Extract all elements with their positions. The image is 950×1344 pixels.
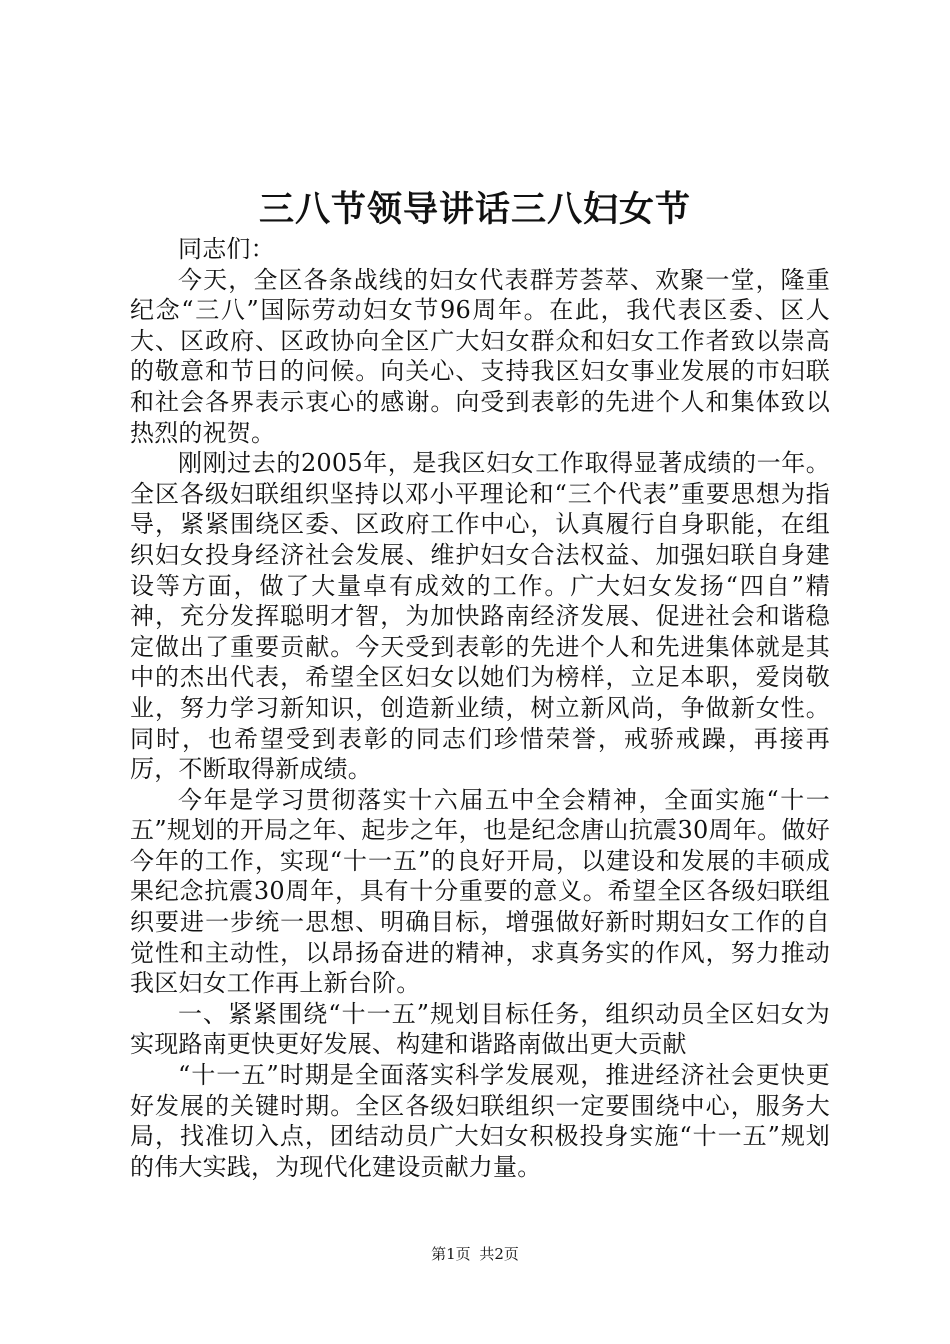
- page-number-footer: 第1页 共2页: [431, 1245, 519, 1263]
- document-body: [130, 234, 830, 1182]
- document-title: 三八节领导讲话三八妇女节: [258, 190, 691, 230]
- paragraph-1: 今天，全区各条战线的妇女代表群芳荟萃、欢聚一堂，隆重纪念“三八”国际劳动妇女节96周年。在此，我代表区委、区人大、区政府、区政协向全区广大妇女群众和妇女工作者致以崇高的敬意和节日的问候。向关心、支持我区妇女事业发展的市妇联和社会各界表示衷心的感谢。向受到表彰的先进个人和集体致以热烈的祝贺。: [130, 265, 830, 447]
- salutation: 同志们：: [178, 235, 275, 263]
- paragraph-2: 刚刚过去的2005年，是我区妇女工作取得显著成绩的一年。全区各级妇联组织坚持以邓小平理论和“三个代表”重要思想为指导，紧紧围绕区委、区政府工作中心，认真履行自身职能，在组织妇女投身经济社会发展、维护妇女合法权益、加强妇联自身建设等方面，做了大量卓有成效的工作。广大妇女发扬“四自”精神，充分发挥聪明才智，为加快路南经济发展、促进社会和谐稳定做出了重要贡献。今天受到表彰的先进个人和先进集体就是其中的杰出代表，希望全区妇女以她们为榜样，立足本职，爱岗敬业，努力学习新知识，创造新业绩，树立新风尚，争做新女性。同时，也希望受到表彰的同志们珍惜荣誉，戒骄戒躁，再接再厉，不断取得新成绩。: [130, 449, 830, 784]
- section-heading-1: 一、紧紧围绕“十一五”规划目标任务，组织动员全区妇女为实现路南更快更好发展、构建和谐路南做出更大贡献: [130, 999, 830, 1059]
- paragraph-4: “十一五”时期是全面落实科学发展观，推进经济社会更快更好发展的关键时期。全区各级妇联组织一定要围绕中心，服务大局，找准切入点，团结动员广大妇女积极投身实施“十一五”规划的伟大实践，为现代化建设贡献力量。: [130, 1061, 830, 1181]
- paragraph-3: 今年是学习贯彻落实十六届五中全会精神，全面实施“十一五”规划的开局之年、起步之年，也是纪念唐山抗震30周年。做好今年的工作，实现“十一五”的良好开局，以建设和发展的丰硕成果纪念抗震30周年，具有十分重要的意义。希望全区各级妇联组织要进一步统一思想、明确目标，增强做好新时期妇女工作的自觉性和主动性，以昂扬奋进的精神，求真务实的作风，努力推动我区妇女工作再上新台阶。: [130, 785, 830, 998]
